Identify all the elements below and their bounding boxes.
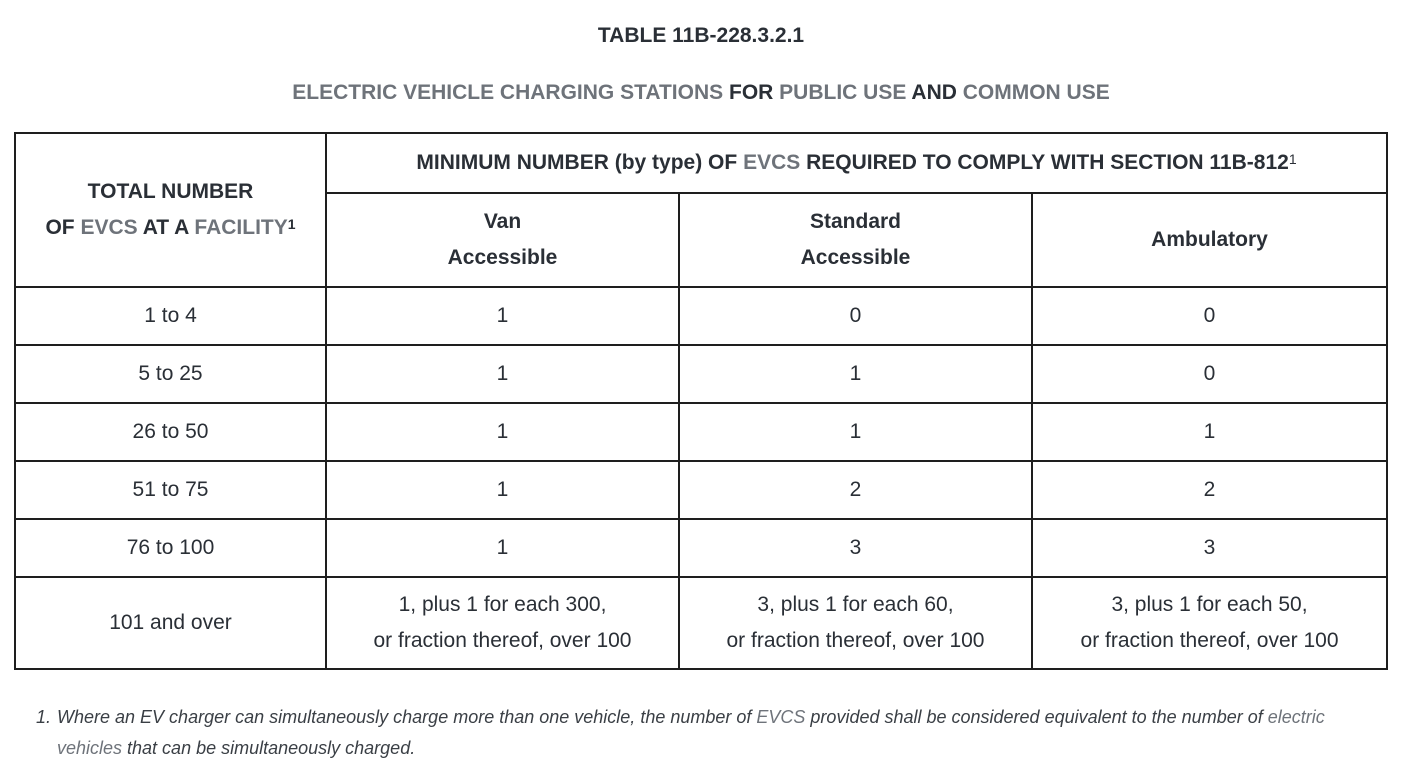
header-total-number [15,133,326,287]
header-standard-line1: Standard [809,210,901,233]
header-term-facility: FACILITY [194,216,288,239]
footnote-text [57,702,1356,764]
cell-ambulatory-line1: 3, plus 1 for each 50, [1111,593,1308,616]
cell-total: 26 to 50 [15,403,326,461]
header-minimum-number [326,133,1387,193]
table-row [15,287,1387,345]
cell-van: 1 [326,519,679,577]
cell-ambulatory: 1 [1032,403,1387,461]
footnote-text-1: Where an EV charger can simultaneously charge more than one vehicle, the number of [57,707,757,727]
table-title: TABLE 11B-228.3.2.1 [597,24,805,47]
cell-total: 5 to 25 [15,345,326,403]
cell-standard [679,577,1032,669]
cell-ambulatory: 3 [1032,519,1387,577]
header-van-line2: Accessible [447,246,558,269]
footnote-term-evcs: EVCS [756,707,806,727]
footnote-term-electric-vehicles: electric vehicles [57,707,1325,758]
evcs-table [14,132,1388,670]
header-van-accessible [326,193,679,287]
cell-ambulatory: 0 [1032,345,1387,403]
cell-ambulatory-line2: or fraction thereof, over 100 [1080,629,1339,652]
header-minimum-text: MINIMUM NUMBER (by type) OF [416,151,744,174]
table-row [15,403,1387,461]
cell-ambulatory: 0 [1032,287,1387,345]
table-subtitle [0,81,1402,105]
header-standard-accessible [679,193,1032,287]
header-minimum-text-2: REQUIRED TO COMPLY WITH SECTION 11B-812 [800,151,1289,174]
header-row-1 [15,133,1387,193]
cell-standard-line2: or fraction thereof, over 100 [726,629,985,652]
cell-total: 101 and over [15,577,326,669]
subtitle-text: AND [906,81,963,104]
cell-standard: 1 [679,403,1032,461]
header-van-line1: Van [483,210,522,233]
table-row [15,519,1387,577]
table-row-last [15,577,1387,669]
cell-standard: 3 [679,519,1032,577]
cell-standard: 2 [679,461,1032,519]
table-row [15,345,1387,403]
header-standard-line2: Accessible [800,246,911,269]
cell-total: 51 to 75 [15,461,326,519]
footnote-text-3: that can be simultaneously charged. [122,738,416,758]
cell-total: 1 to 4 [15,287,326,345]
table-row [15,461,1387,519]
subtitle-term-evcs: ELECTRIC VEHICLE CHARGING STATIONS [292,81,724,104]
cell-standard: 0 [679,287,1032,345]
cell-van: 1 [326,287,679,345]
header-total-of: OF [45,216,81,239]
cell-van-line2: or fraction thereof, over 100 [373,629,632,652]
header-ambulatory: Ambulatory [1032,193,1387,287]
cell-van: 1 [326,345,679,403]
header-term-evcs: EVCS [743,151,801,174]
footnote-ref: 1 [287,216,296,232]
cell-total: 76 to 100 [15,519,326,577]
cell-standard-line1: 3, plus 1 for each 60, [757,593,954,616]
subtitle-term-public-use: PUBLIC USE [779,81,907,104]
footnote-number: 1. [36,707,52,727]
cell-van: 1 [326,403,679,461]
cell-ambulatory [1032,577,1387,669]
cell-ambulatory: 2 [1032,461,1387,519]
footnote [36,702,1356,764]
footnote-text-2: provided shall be considered equivalent to the number of [805,707,1268,727]
header-term-evcs: EVCS [80,216,138,239]
cell-van-line1: 1, plus 1 for each 300, [398,593,607,616]
cell-van: 1 [326,461,679,519]
header-total-at: AT A [137,216,195,239]
cell-standard: 1 [679,345,1032,403]
header-total-line1: TOTAL NUMBER [87,180,254,203]
footnote-ref: 1 [1288,151,1297,167]
header-total-line2 [16,210,325,246]
cell-van [326,577,679,669]
subtitle-term-common-use: COMMON USE [962,81,1110,104]
subtitle-text: FOR [723,81,780,104]
